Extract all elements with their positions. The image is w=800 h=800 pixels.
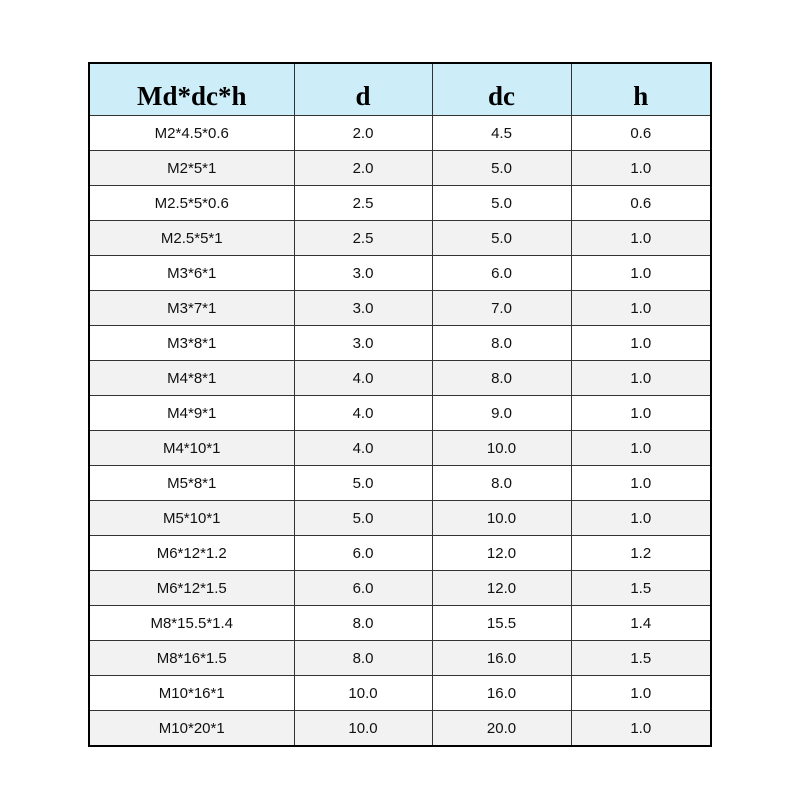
table-row: [89, 536, 711, 571]
size-cell: M5*8*1: [89, 466, 294, 501]
dc-cell: 10.0: [432, 501, 571, 536]
table-row: [89, 641, 711, 676]
dc-cell: 4.5: [432, 116, 571, 151]
dc-cell: 5.0: [432, 186, 571, 221]
size-cell: M3*8*1: [89, 326, 294, 361]
d-cell: 3.0: [294, 291, 432, 326]
dc-cell: 12.0: [432, 536, 571, 571]
dc-cell: 8.0: [432, 466, 571, 501]
d-cell: 10.0: [294, 711, 432, 747]
size-cell: M2*4.5*0.6: [89, 116, 294, 151]
dc-cell: 12.0: [432, 571, 571, 606]
h-cell: 1.0: [571, 221, 711, 256]
size-cell: M4*9*1: [89, 396, 294, 431]
table-header: [89, 63, 711, 116]
d-cell: 2.0: [294, 116, 432, 151]
dc-cell: 10.0: [432, 431, 571, 466]
h-cell: 1.0: [571, 361, 711, 396]
size-cell: M4*10*1: [89, 431, 294, 466]
table-row: [89, 711, 711, 747]
dc-cell: 9.0: [432, 396, 571, 431]
table-row: [89, 361, 711, 396]
size-cell: M4*8*1: [89, 361, 294, 396]
d-cell: 3.0: [294, 256, 432, 291]
dc-cell: 6.0: [432, 256, 571, 291]
size-cell: M8*16*1.5: [89, 641, 294, 676]
h-cell: 1.4: [571, 606, 711, 641]
h-cell: 0.6: [571, 186, 711, 221]
table-row: [89, 221, 711, 256]
dc-cell: 20.0: [432, 711, 571, 747]
table-body: [89, 116, 711, 747]
d-cell: 10.0: [294, 676, 432, 711]
dc-cell: 5.0: [432, 151, 571, 186]
h-cell: 1.0: [571, 711, 711, 747]
d-cell: 6.0: [294, 571, 432, 606]
table-row: [89, 431, 711, 466]
header-h: h: [571, 63, 711, 116]
h-cell: 1.0: [571, 396, 711, 431]
table-row: [89, 256, 711, 291]
table-row: [89, 291, 711, 326]
d-cell: 5.0: [294, 501, 432, 536]
d-cell: 2.0: [294, 151, 432, 186]
size-cell: M3*6*1: [89, 256, 294, 291]
header-size: Md*dc*h: [89, 63, 294, 116]
table-row: [89, 326, 711, 361]
h-cell: 1.0: [571, 431, 711, 466]
size-cell: M6*12*1.2: [89, 536, 294, 571]
table-row: [89, 116, 711, 151]
size-cell: M6*12*1.5: [89, 571, 294, 606]
size-cell: M2.5*5*0.6: [89, 186, 294, 221]
dc-cell: 5.0: [432, 221, 571, 256]
size-cell: M10*16*1: [89, 676, 294, 711]
table-row: [89, 606, 711, 641]
table-row: [89, 571, 711, 606]
table-row: [89, 186, 711, 221]
dc-cell: 7.0: [432, 291, 571, 326]
h-cell: 1.0: [571, 151, 711, 186]
d-cell: 2.5: [294, 186, 432, 221]
table-row: [89, 676, 711, 711]
size-cell: M10*20*1: [89, 711, 294, 747]
h-cell: 0.6: [571, 116, 711, 151]
dc-cell: 8.0: [432, 326, 571, 361]
d-cell: 4.0: [294, 396, 432, 431]
d-cell: 3.0: [294, 326, 432, 361]
table-row: [89, 151, 711, 186]
h-cell: 1.5: [571, 571, 711, 606]
d-cell: 2.5: [294, 221, 432, 256]
h-cell: 1.0: [571, 676, 711, 711]
h-cell: 1.0: [571, 326, 711, 361]
h-cell: 1.0: [571, 291, 711, 326]
header-dc: dc: [432, 63, 571, 116]
d-cell: 8.0: [294, 641, 432, 676]
d-cell: 8.0: [294, 606, 432, 641]
dc-cell: 16.0: [432, 676, 571, 711]
size-cell: M2*5*1: [89, 151, 294, 186]
size-cell: M3*7*1: [89, 291, 294, 326]
h-cell: 1.5: [571, 641, 711, 676]
d-cell: 4.0: [294, 431, 432, 466]
dc-cell: 16.0: [432, 641, 571, 676]
d-cell: 4.0: [294, 361, 432, 396]
header-d: d: [294, 63, 432, 116]
dc-cell: 8.0: [432, 361, 571, 396]
d-cell: 5.0: [294, 466, 432, 501]
spec-table: [88, 62, 712, 747]
table-row: [89, 396, 711, 431]
size-cell: M5*10*1: [89, 501, 294, 536]
h-cell: 1.0: [571, 501, 711, 536]
d-cell: 6.0: [294, 536, 432, 571]
table-row: [89, 501, 711, 536]
size-cell: M8*15.5*1.4: [89, 606, 294, 641]
h-cell: 1.0: [571, 256, 711, 291]
h-cell: 1.0: [571, 466, 711, 501]
table-row: [89, 466, 711, 501]
dc-cell: 15.5: [432, 606, 571, 641]
header-row: [89, 63, 711, 116]
size-cell: M2.5*5*1: [89, 221, 294, 256]
h-cell: 1.2: [571, 536, 711, 571]
